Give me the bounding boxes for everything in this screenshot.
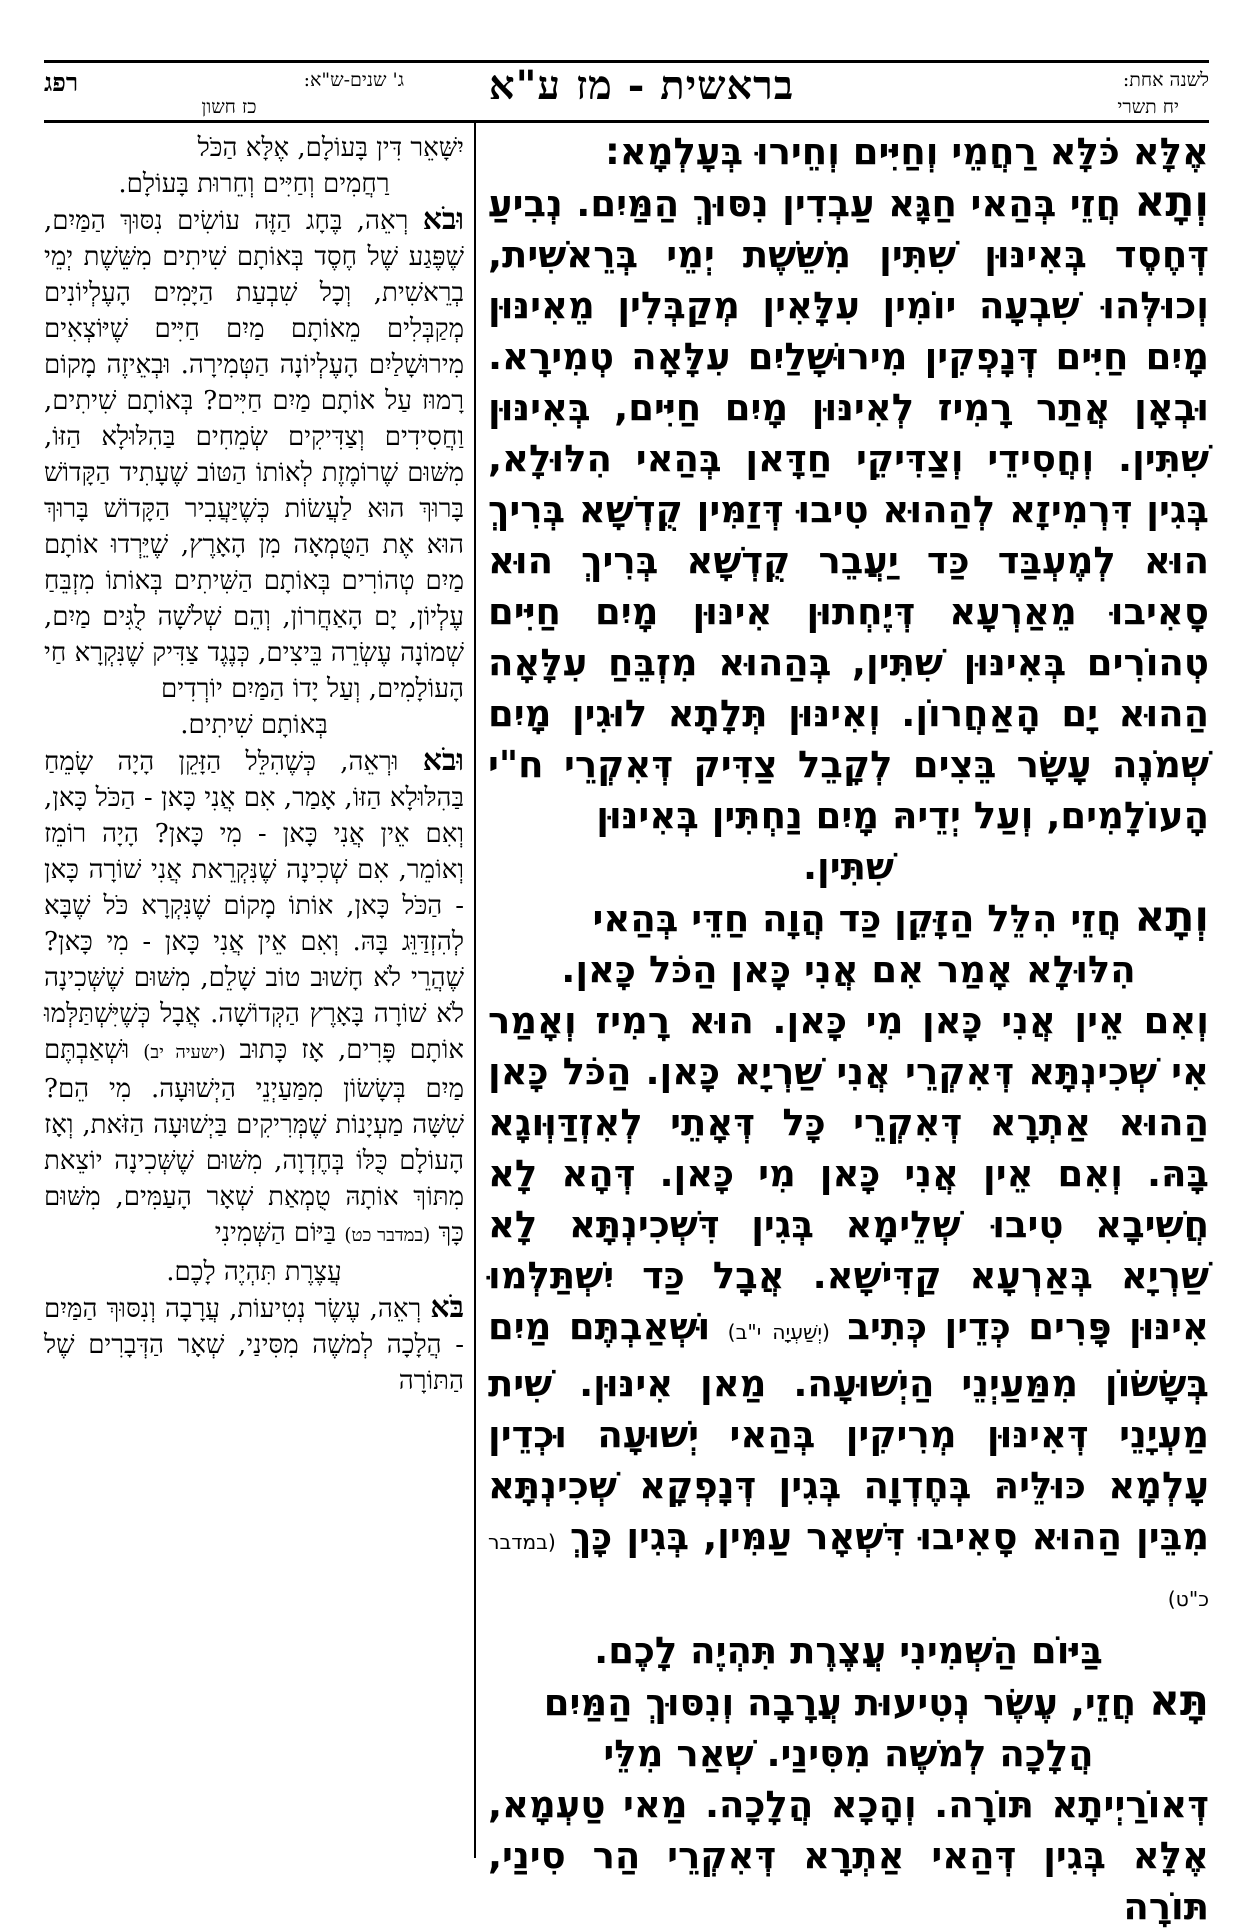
aramaic-paragraph: וְתָא חֲזֵי הִלֵּל הַזָּקֵן כַּד הֲוָה חַדֵּי בְּהַאי [592, 893, 1209, 942]
aramaic-centered-line: בַּיּוֹם הַשְּׁמִינִי עֲצֶרֶת תִּהְיֶה לָכֶם. [594, 1629, 1103, 1672]
header-right-block [989, 66, 1209, 118]
hebrew-paragraph: וּבֹא רְאֵה, בֶּחָג הַזֶּה עוֹשִׂים נִסּוּךְ הַמַּיִם, שֶׁפֶּגַע שֶׁל חֶסֶד בְּאוֹתָם שִׁיתִים מִשֵּׁשֶׁת יְמֵי בְרֵאשִׁית, וְכָל שִׁבְעַת הַיָּמִים הָעֶלְיוֹנִים מְקַבְּלִים מֵאוֹתָם מַיִם חַיִּים שֶׁיּוֹצְאִים מִירוּשָׁלַיִם הָעֶלְיוֹנָה הַטְּמִירָה. וּבְאֵיזֶה מָקוֹם רָמוּז עַל אוֹתָם מַיִם חַיִּים? בְּאוֹתָם שִׁיתִים, וַחֲסִידִים וְצַדִּיקִים שְׂמֵחִים בַּהִלּוּלָא הַזּוֹ, מִשּׁוּם שֶׁרוֹמֶזֶת לְאוֹתוֹ הַטּוֹב שֶׁעָתִיד הַקָּדוֹשׁ בָּרוּךְ הוּא לַעֲשׂוֹת כְּשֶׁיַּעֲבִיר הַקָּדוֹשׁ בָּרוּךְ הוּא אֶת הַטֻּמְאָה מִן הָאָרֶץ, שֶׁיֵּרְדוּ אוֹתָם מַיִם טְהוֹרִים בְּאוֹתָם הַשִּׁיתִים בְּאוֹתוֹ מִזְבֵּחַ עֶלְיוֹן, יָם הָאַחֲרוֹן, וְהֵם שְׁלֹשָׁה לֻגִּים מַיִם, שְׁמוֹנָה עֶשְׂרֵה בֵּיצִים, כְּנֶגֶד צַדִּיק שֶׁנִּקְרָא חַי הָעוֹלָמִים, וְעַל יָדוֹ הַמַּיִם יוֹרְדִים [44, 202, 464, 704]
verse-reference: (במדבר כט) [344, 1225, 431, 1246]
paragraph-lead-word: וְתָא [1134, 178, 1210, 227]
paragraph-lead-word: בֹּא [430, 1290, 464, 1325]
aramaic-paragraph: תָּא חֲזֵי, עֶשֶׂר נְטִיעוּת עֲרָבָה וְנִסּוּךְ הַמַּיִם [543, 1677, 1209, 1726]
aramaic-paragraph: וְתָא חֲזֵי בְּהַאי חַגָּא עַבְדִין נִסּוּךְ הַמַּיִם. נְבִיעַ דְּחֶסֶד בְּאִינּוּן שִׁתִּין מִשֵּׁשֶׁת יְמֵי בְּרֵאשִׁית, וְכוּלְּהוּ שִׁבְעָה יוֹמִין עִלָּאִין מְקַבְּלִין מֵאִינּוּן מָיִם חַיִּים דְּנָפְקִין מִירוּשָׁלַיִם עִלָּאָה טְמִירָא. וּבְאָן אֲתַר רָמִיז לְאִינּוּן מָיִם חַיִּים, בְּאִינּוּן שִׁתִּין. וְחֲסִידֵי וְצַדִּיקֵי חַדָּאן בְּהַאי הִלּוּלָא, בְּגִין דִּרְמִיזָא לְהַהוּא טִיבוּ דְּזַמִּין קֻדְשָׁא בְּרִיךְ הוּא לְמֶעְבַּד כַּד יַעֲבֵר קֻדְשָׁא בְּרִיךְ הוּא סָאִיבוּ מֵאַרְעָא דְּיֶחְתוּן אִינּוּן מָיִם חַיִּים טְהוֹרִים בְּאִינּוּן שִׁתִּין, בְּהַהוּא מִזְבֵּחַ עִלָּאָה הַהוּא יָם הָאַחֲרוֹן. וְאִינּוּן תְּלָתָא לוּגִין מָיִם שְׁמֹנֶה עָשָׂר בֵּצִים לְקָבֵל צַדִּיק דְּאִקְרֵי ח"י הָעוֹלָמִים, וְעַל יְדֵיהּ מָיִם נַחְתִּין בְּאִינּוּן [488, 178, 1210, 837]
aramaic-paragraph: וְאִם אֵין אֲנִי כָּאן מִי כָּאן. הוּא רָמִיז וְאָמַר אִי שְׁכִינְתָּא דְּאִקְרֵי אֲנִי שַׁרְיָא כָּאן. הַכֹּל כָּאן הַהוּא אַתְרָא דְּאִקְרֵי כָּל דְּאָתֵי לְאִזְדַּוְּוגָא בָּהּ. וְאִם אֵין אֲנִי כָּאן מִי כָּאן. דְּהָא לָא חֲשִׁיבָא טִיבוּ שְׁלֵימָא בְּגִין דִּשְׁכִינְתָּא לָא שַׁרְיָא בְּאַרְעָא קַדִּישָׁא. אֲבָל כַּד יִשְׁתַּלְּמוּ אִינּוּן פָּרִים כְּדֵין כְּתִיב (יְשַׁעְיָה י"ב) וּשְׁאַבְתֶּם מַיִם בְּשָׂשׂוֹן מִמַּעַיְנֵי הַיְשׁוּעָה. מַאן אִינּוּן. שִׁית מַעְיָנֵי דְּאִינּוּן מְרִיקִין בְּהַאי יְשׁוּעָה וּכְדֵין עָלְמָא כּוּלֵּיהּ בְּחֶדְוָה בְּגִין דְּנָפְקָא שְׁכִינְתָּא מִבֵּין הַהוּא סָאִיבוּ דִּשְׁאָר עַמִּין, בְּגִין כָּךְ (במדבר כ"ט) [488, 999, 1209, 1611]
schedule-date-left: כז חשון [201, 96, 257, 118]
schedule-one-year: לשנה אחת: [1122, 69, 1209, 91]
aramaic-centered-line: הֲלָכָה לְמשֶׁה מִסִּינַי. שְׁאַר מִלֵּי [603, 1732, 1094, 1775]
aramaic-paragraph: אֶלָּא כֹּלָּא רַחֲמֵי וְחַיִּים וְחֵירוּ בְּעָלְמָא: [604, 130, 1209, 173]
hebrew-paragraph: יִשָּׁאֵר דִּין בָּעוֹלָם, אֶלָּא הַכֹּל [197, 133, 464, 163]
hebrew-centered-line: בְּאוֹתָם שִׁיתִים. [180, 710, 328, 740]
schedule-date-right: יח תשרי [1117, 96, 1179, 118]
aramaic-centered-line: שִׁתִּין. [803, 845, 894, 888]
paragraph-lead-word: וּבֹא [422, 202, 464, 237]
column-divider [474, 122, 476, 1858]
paragraph-lead-word: וְתָא [1134, 893, 1209, 942]
aramaic-paragraph: דְּאוֹרַיְיתָא תּוֹרָה. וְהָכָא הֲלָכָה. מַאי טַעְמָא, אֶלָּא בְּגִין דְּהַאי אַתְרָא דְּאִקְרֵי הַר סִינַי, תּוֹרָה [488, 1783, 1209, 1928]
page-number: רפג [44, 68, 79, 97]
hebrew-paragraph: בֹּא רְאֵה, עֶשֶׂר נְטִיעוֹת, עֲרָבָה וְנִסּוּךְ הַמַּיִם - הֲלָכָה לְמשֶׁה מִסִּינַי, שְׁאָר הַדְּבָרִים שֶׁל הַתּוֹרָה [44, 1290, 464, 1396]
hebrew-centered-line: רַחֲמִים וְחַיִּים וְחֵרוּת בָּעוֹלָם. [118, 169, 390, 199]
verse-reference: (יְשַׁעְיָה י"ב) [727, 1320, 830, 1344]
page-header [44, 60, 1209, 120]
hebrew-centered-line: עֲצֶרֶת תִּהְיֶה לָכֶם. [166, 1257, 342, 1287]
aramaic-column [488, 126, 1210, 1928]
verse-reference: (ישעיה יב) [143, 1042, 226, 1063]
header-bottom-rule [44, 120, 1209, 123]
verse-reference: (במדבר כ"ט) [488, 1530, 1209, 1611]
aramaic-centered-line: הִלּוּלָא אָמַר אִם אֲנִי כָּאן הַכֹּל כָּאן. [561, 948, 1136, 991]
page-title: בראשית - מז ע"א [488, 62, 795, 109]
paragraph-lead-word: תָּא [1148, 1677, 1209, 1726]
header-left-block [44, 66, 404, 118]
hebrew-translation-column [44, 130, 464, 1856]
paragraph-lead-word: וּבֹא [422, 743, 465, 778]
schedule-three-years: ג' שנים-ש"א: [303, 69, 404, 91]
hebrew-paragraph: וּבֹא וּרְאֵה, כְּשֶׁהִלֵּל הַזָּקֵן הָיָה שָׂמֵחַ בַּהִלּוּלָא הַזּוֹ, אָמַר, אִם אֲנִי כָּאן - הַכֹּל כָּאן, וְאִם אֵין אֲנִי כָּאן - מִי כָּאן? הָיָה רוֹמֵז וְאוֹמֵר, אִם שְׁכִינָה שֶׁנִּקְרֵאת אֲנִי שׁוֹרָה כָּאן - הַכֹּל כָּאן, אוֹתוֹ מָקוֹם שֶׁנִּקְרָא כֹּל שֶׁבָּא לְהִזְדַּוֵּג בָּהּ. וְאִם אֵין אֲנִי כָּאן - מִי כָּאן? שֶׁהֲרֵי לֹא חָשׁוּב טוֹב שָׁלֵם, מִשּׁוּם שֶׁשְּׁכִינָה לֹא שׁוֹרָה בָּאָרֶץ הַקְּדוֹשָׁה. אֲבָל כְּשֶׁיִּשְׁתַּלְּמוּ אוֹתָם פָּרִים, אָז כָּתוּב (ישעיה יב) וּשְׁאַבְתֶּם מַיִם בְּשָׂשׂוֹן מִמַּעַיְנֵי הַיְשׁוּעָה. מִי הֵם? שִׁשָּׁה מַעְיָנוֹת שֶׁמְּרִיקִים בַּיְשׁוּעָה הַזֹּאת, וְאָז הָעוֹלָם כֻּלּוֹ בְּחֶדְוָה, מִשּׁוּם שֶׁשְּׁכִינָה יוֹצֵאת מִתּוֹךְ אוֹתָהּ טֻמְאַת שְׁאָר הָעַמִּים, מִשּׁוּם כָּךְ (במדבר כט) בַּיּוֹם הַשְּׁמִינִי [44, 743, 465, 1248]
